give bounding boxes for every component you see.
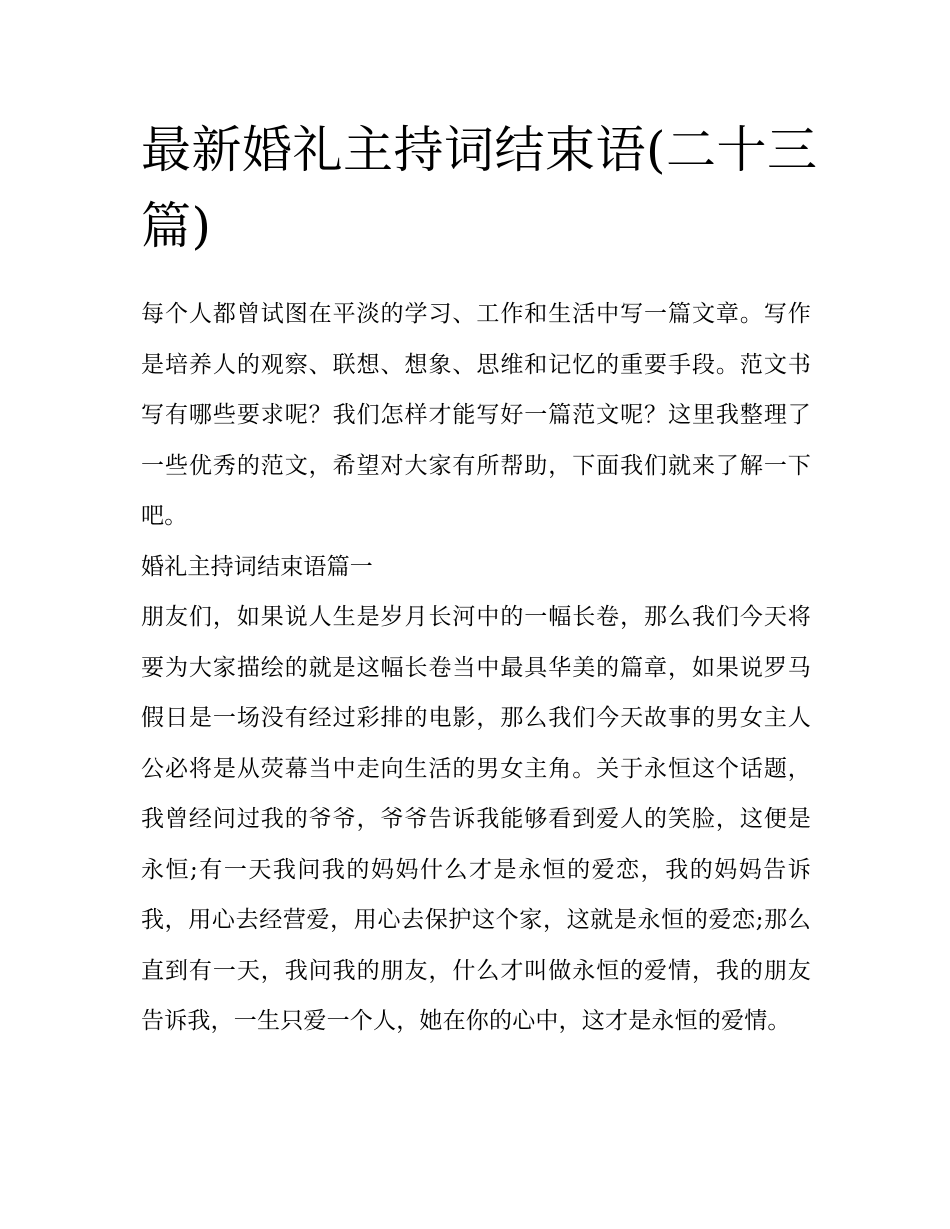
body-paragraph: 朋友们，如果说人生是岁月长河中的一幅长卷，那么我们今天将要为大家描绘的就是这幅长卷当中最具华美的篇章，如果说罗马假日是一场没有经过彩排的电影，那么我们今天故事的男女主人公必将是从荧幕当中走向生活的男女主角。关于永恒这个话题，我曾经问过我的爷爷，爷爷告诉我能够看到爱人的笑脸，这便是永恒;有一天我问我的妈妈什么才是永恒的爱恋，我的妈妈告诉我，用心去经营爱，用心去保护这个家，这就是永恒的爱恋;那么直到有一天，我问我的朋友，什么才叫做永恒的爱情，我的朋友告诉我，一生只爱一个人，她在你的心中，这才是永恒的爱情。 [141,604,811,1034]
document-title: 最新婚礼主持词结束语(二十三篇) [141,121,818,255]
intro-paragraph: 每个人都曾试图在平淡的学习、工作和生活中写一篇文章。写作是培养人的观察、联想、想象、思维和记忆的重要手段。范文书写有哪些要求呢？我们怎样才能写好一篇范文呢？这里我整理了一些优秀的范文，希望对大家有所帮助，下面我们就来了解一下吧。 [141,301,811,529]
document-content [141,112,818,1047]
section-heading: 婚礼主持词结束语篇一 [141,553,373,580]
